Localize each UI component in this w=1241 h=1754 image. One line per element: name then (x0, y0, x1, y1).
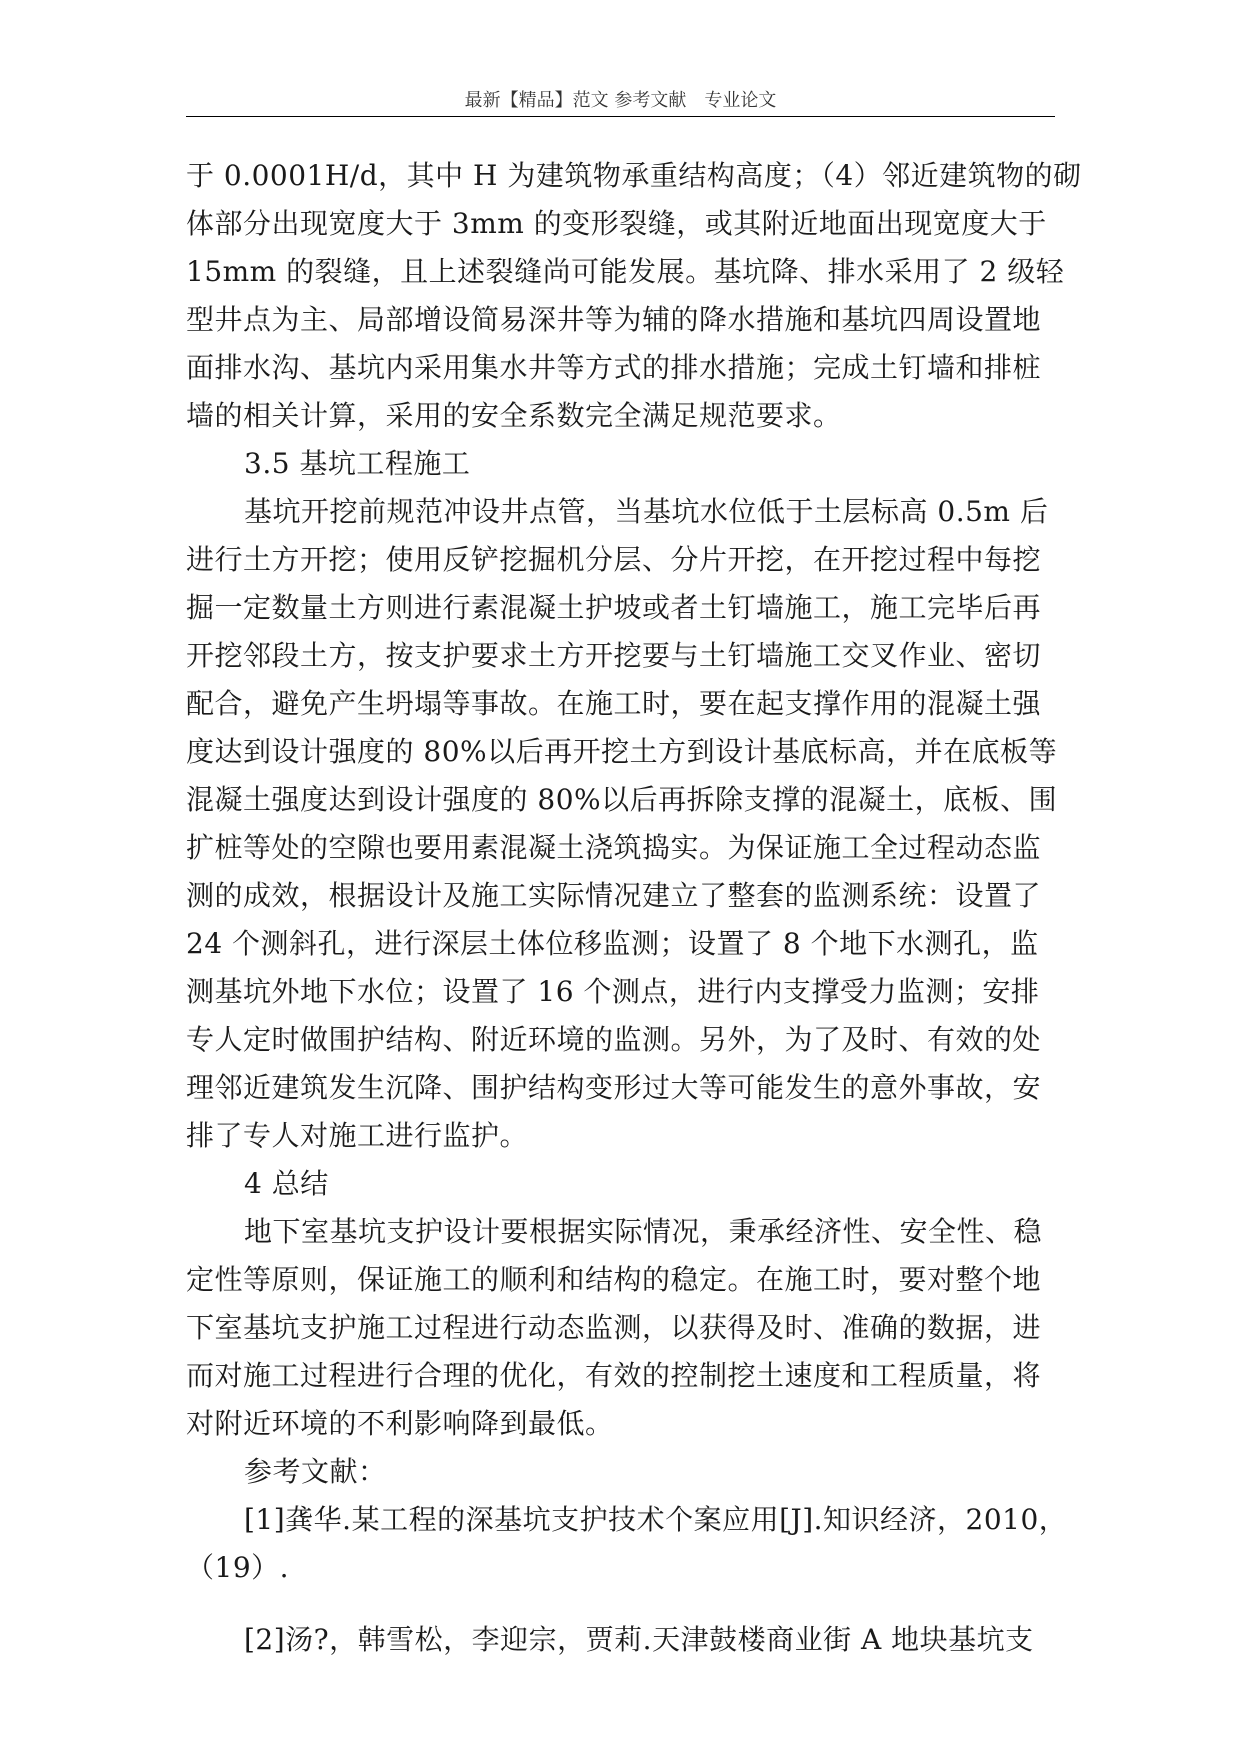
text-line: 面排水沟、基坑内采用集水井等方式的排水措施；完成土钉墙和排桩 (186, 351, 1042, 384)
section-heading: 4 总结 (244, 1167, 329, 1200)
text-line: 15mm 的裂缝，且上述裂缝尚可能发展。基坑降、排水采用了 2 级轻 (186, 255, 1065, 288)
text-line: 基坑开挖前规范冲设井点管，当基坑水位低于土层标高 0.5m 后 (244, 495, 1049, 528)
reference-item: [1]龚华.某工程的深基坑支护技术个案应用[J].知识经济，2010， (244, 1503, 1068, 1536)
text-line: 于 0.0001H/d，其中 H 为建筑物承重结构高度；（4）邻近建筑物的砌 (186, 159, 1082, 192)
text-line: 进行土方开挖；使用反铲挖掘机分层、分片开挖，在开挖过程中每挖 (186, 543, 1042, 576)
text-line: 地下室基坑支护设计要根据实际情况，秉承经济性、安全性、稳 (244, 1215, 1043, 1248)
text-line: 扩桩等处的空隙也要用素混凝土浇筑捣实。为保证施工全过程动态监 (186, 831, 1042, 864)
text-line: 对附近环境的不利影响降到最低。 (186, 1407, 614, 1440)
text-line: 下室基坑支护施工过程进行动态监测，以获得及时、准确的数据，进 (186, 1311, 1042, 1344)
text-line: 配合，避免产生坍塌等事故。在施工时，要在起支撑作用的混凝土强 (186, 687, 1042, 720)
text-line: 24 个测斜孔，进行深层土体位移监测；设置了 8 个地下水测孔，监 (186, 927, 1039, 960)
text-line: 度达到设计强度的 80%以后再开挖土方到设计基底标高，并在底板等 (186, 735, 1058, 768)
spacer (186, 1592, 1060, 1616)
text-line: 而对施工过程进行合理的优化，有效的控制挖土速度和工程质量，将 (186, 1359, 1042, 1392)
text-line: 测的成效，根据设计及施工实际情况建立了整套的监测系统：设置了 (186, 879, 1042, 912)
header-divider (186, 116, 1055, 117)
text-line: 型井点为主、局部增设简易深井等为辅的降水措施和基坑四周设置地 (186, 303, 1042, 336)
document-body (186, 152, 1082, 1664)
text-line: 墙的相关计算，采用的安全系数完全满足规范要求。 (186, 399, 842, 432)
text-line: 测基坑外地下水位；设置了 16 个测点，进行内支撑受力监测；安排 (186, 975, 1040, 1008)
section-heading: 3.5 基坑工程施工 (244, 447, 471, 480)
reference-item: [2]汤?，韩雪松，李迎宗，贾莉.天津鼓楼商业街 A 地块基坑支 (244, 1623, 1034, 1656)
text-line: 混凝土强度达到设计强度的 80%以后再拆除支撑的混凝土，底板、围 (186, 783, 1058, 816)
text-line: 排了专人对施工进行监护。 (186, 1119, 529, 1152)
text-line: 开挖邻段土方，按支护要求土方开挖要与土钉墙施工交叉作业、密切 (186, 639, 1042, 672)
text-line: 定性等原则，保证施工的顺利和结构的稳定。在施工时，要对整个地 (186, 1263, 1042, 1296)
page-header: 最新【精品】范文 参考文献 专业论文 (464, 90, 777, 111)
text-line: 专人定时做围护结构、附近环境的监测。另外，为了及时、有效的处 (186, 1023, 1042, 1056)
text-line: 理邻近建筑发生沉降、围护结构变形过大等可能发生的意外事故，安 (186, 1071, 1042, 1104)
text-line: 掘一定数量土方则进行素混凝土护坡或者土钉墙施工，施工完毕后再 (186, 591, 1042, 624)
references-heading: 参考文献： (244, 1455, 387, 1488)
text-line: 体部分出现宽度大于 3mm 的变形裂缝，或其附近地面出现宽度大于 (186, 207, 1047, 240)
reference-item-continuation: （19）. (186, 1551, 290, 1584)
